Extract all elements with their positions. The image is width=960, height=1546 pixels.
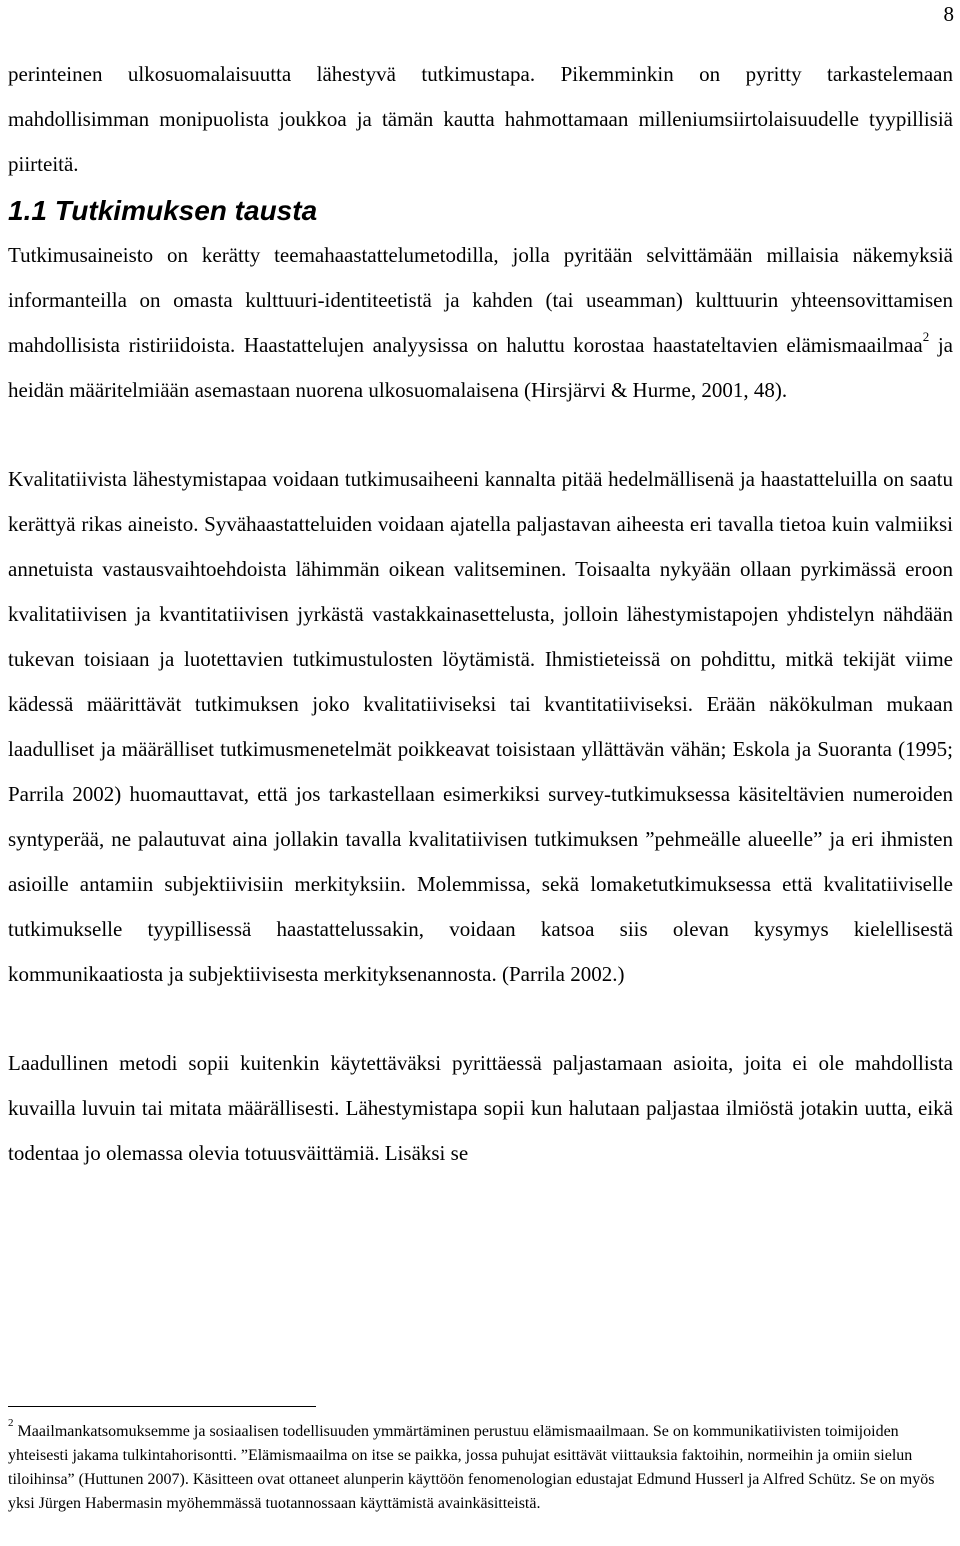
footnote-text: Maailmankatsomuksemme ja sosiaalisen todellisuuden ymmärtäminen perustuu elämismaailmaan. Se on kommunikatiivisten toimijoiden yhteisesti jakama tulkintahorisontti. ”Elämismaailma on itse se paikka, jossa puhujat esittävät viittauksia faktoihin, normeihin ja omiin sielun tiloihinsa” (Huttunen 2007). Käsitteen ovat ottaneet alunperin käyttöön fenomenologian edustajat Edmund Husserl ja Alfred Schütz. Se on myös yksi Jürgen Habermasin myöhemmässä tuotannossaan käyttämistä avainkäsitteistä. (8, 1423, 935, 1512)
paragraph-qualitative-approach: Kvalitatiivista lähestymistapaa voidaan tutkimusaiheeni kannalta pitää hedelmällisenä ja haastatteluilla on saatu kerättyä rikas aineisto. Syvähaastatteluiden voidaan ajatella paljastavan aiheesta eri tavalla tietoa kuin valmiiksi annetuista vastausvaihtoehdoista lähimmän oikean valitseminen. Toisaalta nykyään ollaan pyrkimässä eroon kvalitatiivisen ja kvantitatiivisen jyrkästä vastakkainasettelusta, jolloin lähestymistapojen yhdistelyn nähdään tukevan toisiaan ja luotettavien tutkimustulosten löytämistä. Ihmistieteissä on pohdittu, mitkä tekijät viime kädessä määrittävät tutkimuksen joko kvalitatiiviseksi tai kvantitatiiviseksi. Erään näkökulman mukaan laadulliset ja määrälliset tutkimusmenetelmät poikkeavat toisistaan yllättävän vähän; Eskola ja Suoranta (1995; Parrila 2002) huomauttavat, että jos tarkastellaan esimerkiksi survey-tutkimuksessa käsiteltävien numeroiden syntyperää, ne palautuvat aina jollakin tavalla kvalitatiivisen tutkimuksen ”pehmeälle alueelle” ja eri ihmisten asioille antamiin subjektiivisiin merkityksiin. Molemmissa, sekä lomaketutkimuksessa että kvalitatiiviselle tutkimukselle tyypillisessä haastattelussakin, voidaan katsoa siis olevan kysymys kielellisestä kommunikaatiosta ja subjektiivisesta merkityksenannosta. (Parrila 2002.) (8, 467, 953, 986)
paragraph-intro-continuation: perinteinen ulkosuomalaisuutta lähestyvä tutkimustapa. Pikemminkin on pyritty tarkastelemaan mahdollisimman monipuolista joukkoa ja tämän kautta hahmottamaan milleniumsiirtolaisuudelle tyypillisiä piirteitä. (8, 62, 953, 176)
footnote-reference[interactable]: 2 (922, 329, 930, 344)
footnote (8, 1416, 936, 1516)
page-body (8, 52, 953, 1176)
footnote-marker: 2 (8, 1416, 14, 1429)
paragraph-text-before-footnote: Tutkimusaineisto on kerätty teemahaastattelumetodilla, jolla pyritään selvittämään millaisia näkemyksiä informanteilla on omasta kulttuuri-identiteetistä ja kahden (tai useamman) kulttuurin yhteensovittamisen mahdollisista ristiriidoista. Haastattelujen analyysissa on haluttu korostaa haastateltavien elämismaailmaa (8, 243, 953, 357)
section-heading: 1.1 Tutkimuksen tausta (8, 195, 318, 226)
paragraph-text-after-footnote: ja heidän määritelmiään asemastaan nuorena ulkosuomalaisena (Hirsjärvi & Hurme, 2001, 48). (8, 333, 953, 402)
footnote-separator (8, 1406, 316, 1407)
paragraph-research-material (8, 233, 953, 413)
page-number: 8 (943, 2, 954, 26)
paragraph-qualitative-method: Laadullinen metodi sopii kuitenkin käytettäväksi pyrittäessä paljastamaan asioita, joita ei ole mahdollista kuvailla luvuin tai mitata määrällisesti. Lähestymistapa sopii kun halutaan paljastaa ilmiöstä jotakin uutta, eikä todentaa jo olemassa olevia totuusväittämiä. Lisäksi se (8, 1051, 953, 1165)
